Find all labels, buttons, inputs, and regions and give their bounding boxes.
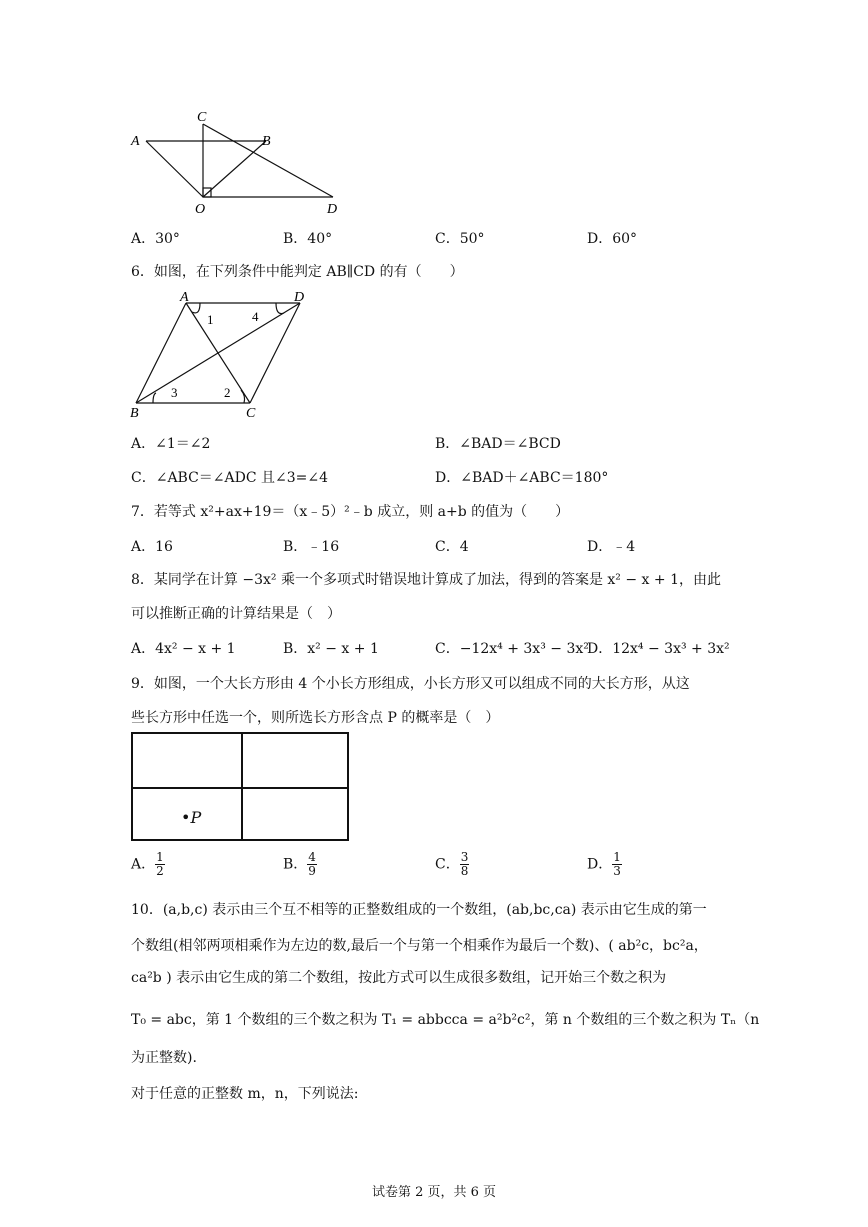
q9-options	[131, 851, 771, 887]
q9-figure	[131, 732, 349, 841]
q6-angle-2: 2	[224, 385, 231, 400]
q9-option-b[interactable]	[283, 851, 317, 878]
q10-line6: 对于任意的正整数 m，n，下列说法:	[131, 1086, 359, 1102]
q6-label-b: B	[130, 406, 139, 421]
q6-options-row1	[131, 433, 771, 455]
q9-option-d[interactable]	[587, 851, 622, 878]
q8-option-b[interactable]: B．x² − x + 1	[283, 641, 379, 657]
q10-line5: 为正整数).	[131, 1050, 197, 1066]
q10-line3: ca²b ) 表示由它生成的第二个数组，按此方式可以生成很多数组，记开始三个数之积为	[131, 970, 667, 986]
q8-option-a[interactable]: A．4x² − x + 1	[131, 641, 236, 657]
q5-option-b[interactable]: B．40°	[283, 231, 333, 247]
q6-figure	[126, 286, 326, 422]
q5-option-d[interactable]: D．60°	[587, 231, 638, 247]
q9-point-p: •P	[181, 808, 202, 827]
q9-option-c[interactable]	[435, 851, 469, 878]
q9-stem-line2: 些长方形中任选一个，则所选长方形含点 P 的概率是（ ）	[131, 710, 500, 726]
q8-options	[131, 638, 771, 660]
q9-option-d-letter: D．	[587, 856, 613, 873]
q5-figure	[126, 104, 356, 216]
q6-option-c[interactable]: C．∠ABC＝∠ADC 且∠3=∠4	[131, 470, 329, 486]
q6-label-d: D	[294, 290, 305, 305]
q6-options-row2	[131, 467, 771, 489]
q5-label-d: D	[327, 202, 338, 216]
q5-options	[131, 228, 771, 250]
q6-angle-3: 3	[171, 385, 178, 400]
q7-stem: 7．若等式 x²+ax+19＝（x﹣5）²﹣b 成立，则 a+b 的值为（ ）	[131, 504, 570, 520]
q9-option-a[interactable]	[131, 851, 165, 878]
q9-option-a-fraction: $\frac{1}{2}$	[156, 850, 164, 878]
q6-stem: 6．如图，在下列条件中能判定 AB∥CD 的有（ ）	[131, 264, 464, 280]
q9-horizontal-divider	[133, 787, 347, 789]
q7-options	[131, 536, 771, 558]
q9-option-d-fraction: $\frac{1}{3}$	[613, 850, 621, 878]
q6-option-b[interactable]: B．∠BAD＝∠BCD	[435, 436, 561, 452]
q7-option-a[interactable]: A．16	[131, 539, 173, 555]
q6-label-c: C	[246, 406, 256, 421]
q9-option-c-letter: C．	[435, 856, 460, 873]
q5-option-c[interactable]: C．50°	[435, 231, 485, 247]
q7-option-b[interactable]: B．﹣16	[283, 539, 340, 555]
q5-label-a: A	[131, 134, 140, 149]
q6-angle-1: 1	[207, 312, 214, 327]
q6-option-d[interactable]: D．∠BAD＋∠ABC＝180°	[435, 470, 609, 486]
q10-line2: 个数组(相邻两项相乘作为左边的数,最后一个与第一个相乘作为最后一个数)、( ab²c，bc²a，	[131, 938, 708, 954]
page-footer: 试卷第 2 页，共 6 页	[371, 1185, 497, 1200]
q8-stem-line1: 8．某同学在计算 −3x² 乘一个多项式时错误地计算成了加法，得到的答案是 x² − x + 1，由此	[131, 572, 721, 588]
q5-option-a[interactable]: A．30°	[131, 231, 180, 247]
q6-option-a[interactable]: A．∠1＝∠2	[131, 436, 211, 452]
q7-option-d[interactable]: D．﹣4	[587, 539, 636, 555]
q10-line4: T₀ = abc，第 1 个数组的三个数之积为 T₁ = abbcca = a²b²c²，第 n 个数组的三个数之积为 Tₙ（n	[131, 1012, 760, 1028]
q8-stem-line2: 可以推断正确的计算结果是（ ）	[131, 606, 341, 622]
q5-label-o: O	[195, 202, 206, 216]
q9-option-b-fraction: $\frac{4}{9}$	[308, 850, 316, 878]
q5-label-b: B	[262, 134, 271, 149]
q9-option-c-fraction: $\frac{3}{8}$	[460, 850, 469, 878]
q8-option-c[interactable]: C．−12x⁴ + 3x³ − 3x²	[435, 641, 589, 657]
q5-label-c: C	[197, 110, 207, 125]
q9-option-b-letter: B．	[283, 856, 308, 873]
q9-option-a-letter: A．	[131, 856, 156, 873]
q10-line1: 10．(a,b,c) 表示由三个互不相等的正整数组成的一个数组，(ab,bc,ca) 表示由它生成的第一	[131, 902, 707, 918]
q6-label-a: A	[180, 290, 189, 305]
q8-option-d[interactable]: D．12x⁴ − 3x³ + 3x²	[587, 641, 730, 657]
q9-stem-line1: 9．如图，一个大长方形由 4 个小长方形组成，小长方形又可以组成不同的大长方形，从这	[131, 676, 690, 692]
q6-angle-4: 4	[252, 309, 259, 324]
q7-option-c[interactable]: C．4	[435, 539, 469, 555]
